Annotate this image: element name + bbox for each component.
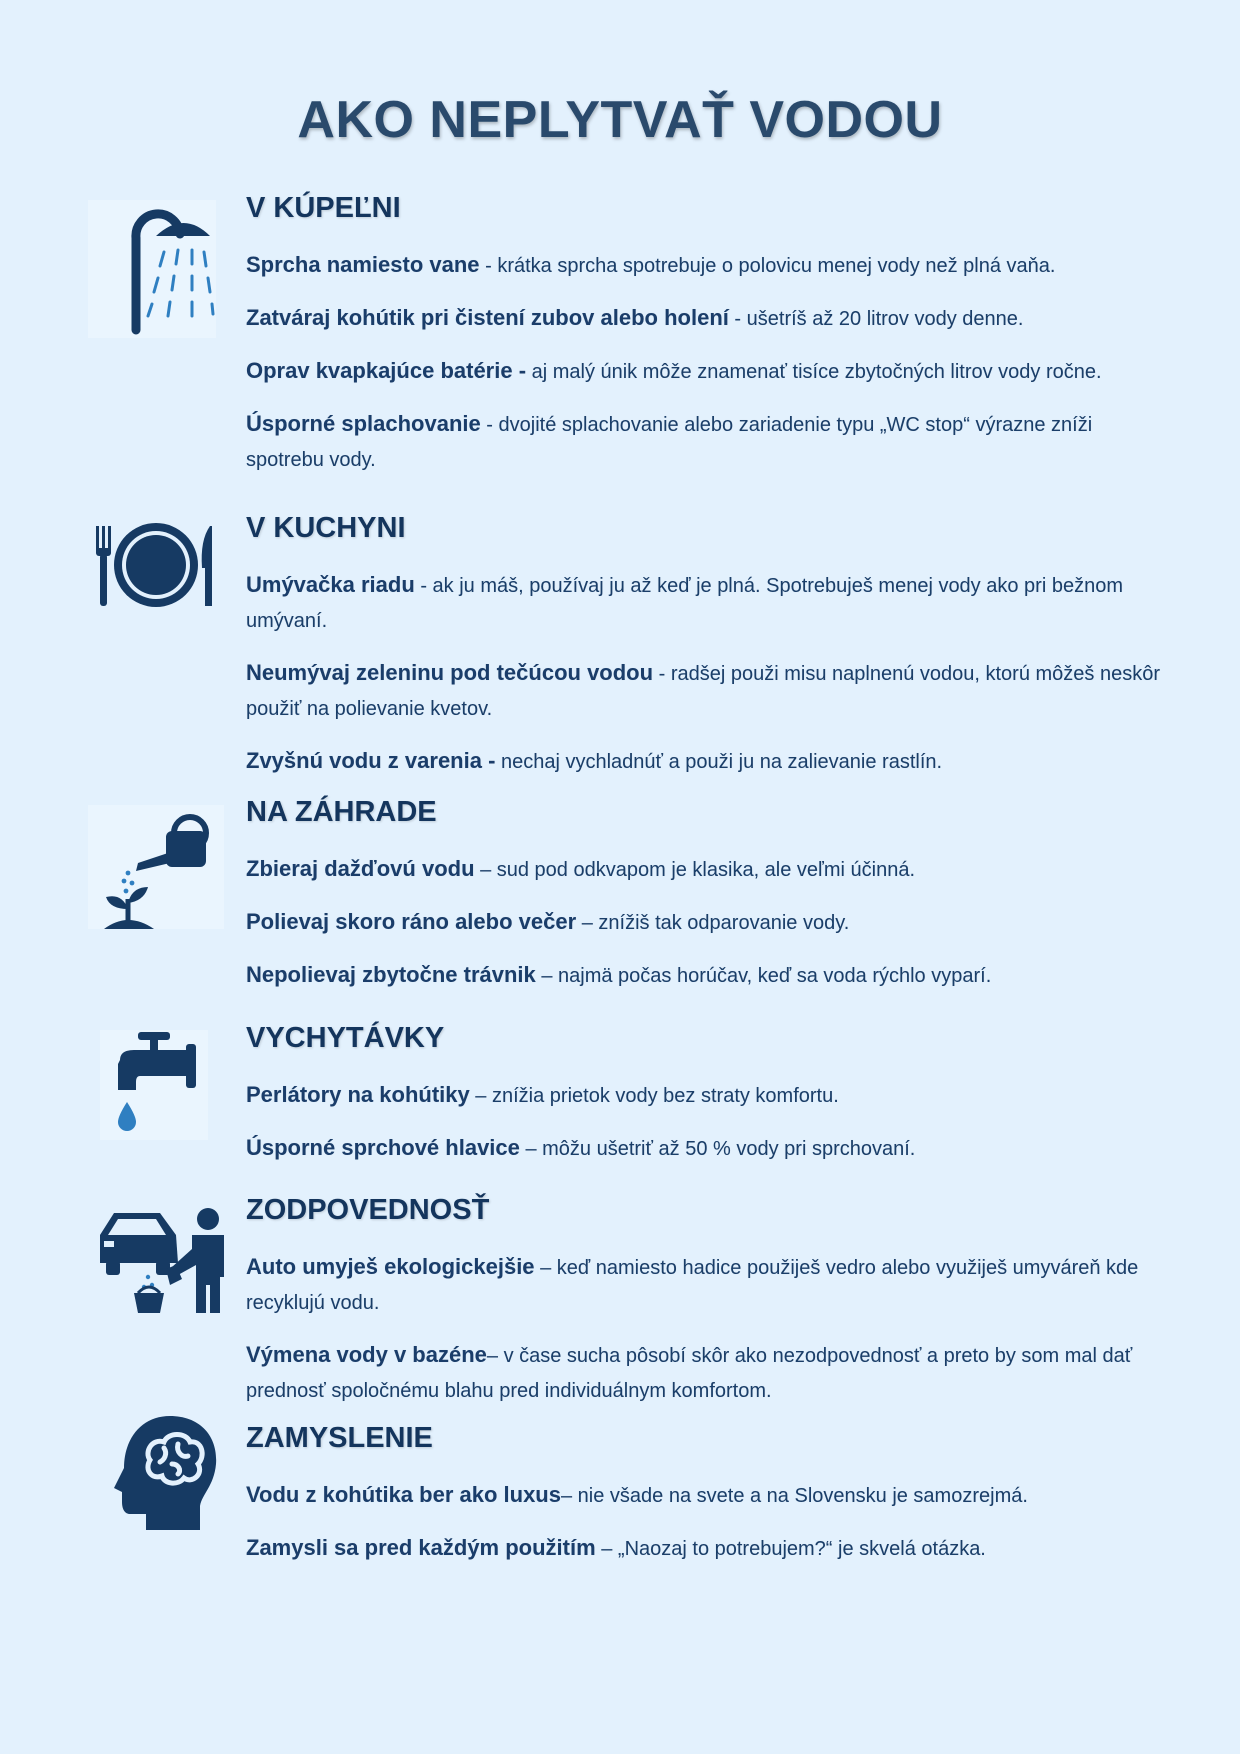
- section-bathroom: [246, 192, 1166, 494]
- section-heading: NA ZÁHRADE: [246, 796, 437, 828]
- plate-cutlery-icon: [92, 520, 220, 610]
- car-wash-icon: [96, 1205, 232, 1315]
- list-item: Zbieraj dažďovú vodu – sud pod odkvapom je klasika, ale veľmi účinná.: [246, 856, 916, 881]
- list-item: Zatváraj kohútik pri čistení zubov alebo holení - ušetríš až 20 litrov vody denne.: [246, 305, 1024, 330]
- section-gadgets: [246, 1022, 1166, 1183]
- list-item: Umývačka riadu - ak ju máš, používaj ju až keď je plná. Spotrebuješ menej vody ako pri bežnom umývaní.: [246, 572, 1123, 632]
- section-responsibility: [246, 1194, 1166, 1425]
- section-heading: VYCHYTÁVKY: [246, 1022, 445, 1054]
- shower-icon: [88, 200, 216, 338]
- section-kitchen: [246, 512, 1166, 796]
- section-heading: V KÚPEĽNI: [246, 192, 401, 224]
- list-item: Auto umyješ ekologickejšie – keď namiesto hadice použiješ vedro alebo využiješ umyváreň kde recyklujú vodu.: [246, 1254, 1139, 1314]
- list-item: Oprav kvapkajúce batérie - aj malý únik môže znamenať tisíce zbytočných litrov vody ročne.: [246, 358, 1102, 383]
- head-brain-icon: [112, 1412, 220, 1532]
- section-reflection: [246, 1422, 1166, 1583]
- list-item: Vodu z kohútika ber ako luxus– nie všade na svete a na Slovensku je samozrejmá.: [246, 1482, 1028, 1507]
- list-item: Zvyšnú vodu z varenia - nechaj vychladnúť a použi ju na zalievanie rastlín.: [246, 748, 943, 773]
- list-item: Perlátory na kohútiky – znížia prietok vody bez straty komfortu.: [246, 1082, 839, 1107]
- watering-can-icon: [88, 805, 224, 929]
- list-item: Úsporné sprchové hlavice – môžu ušetriť až 50 % vody pri sprchovaní.: [246, 1135, 916, 1160]
- list-item: Zamysli sa pred každým použitím – „Naozaj to potrebujem?“ je skvelá otázka.: [246, 1535, 986, 1560]
- section-garden: [246, 796, 1166, 1010]
- section-heading: V KUCHYNI: [246, 512, 406, 544]
- list-item: Nepolievaj zbytočne trávnik – najmä počas horúčav, keď sa voda rýchlo vyparí.: [246, 962, 992, 987]
- page-title: AKO NEPLYTVAŤ VODOU: [297, 91, 943, 149]
- faucet-icon: [100, 1030, 208, 1140]
- list-item: Úsporné splachovanie - dvojité splachovanie alebo zariadenie typu „WC stop“ výrazne zníži spotrebu vody.: [246, 411, 1093, 471]
- section-heading: ZAMYSLENIE: [246, 1422, 433, 1454]
- list-item: Výmena vody v bazéne– v čase sucha pôsobí skôr ako nezodpovednosť a preto by som mal dať prednosť spoločnému blahu pred individuálnym komfortom.: [246, 1342, 1133, 1402]
- section-heading: ZODPOVEDNOSŤ: [246, 1194, 490, 1226]
- list-item: Sprcha namiesto vane - krátka sprcha spotrebuje o polovicu menej vody než plná vaňa.: [246, 252, 1056, 277]
- list-item: Polievaj skoro ráno alebo večer – znížiš tak odparovanie vody.: [246, 909, 850, 934]
- list-item: Neumývaj zeleninu pod tečúcou vodou - radšej použi misu naplnenú vodou, ktorú môžeš neskôr použiť na polievanie kvetov.: [246, 660, 1160, 720]
